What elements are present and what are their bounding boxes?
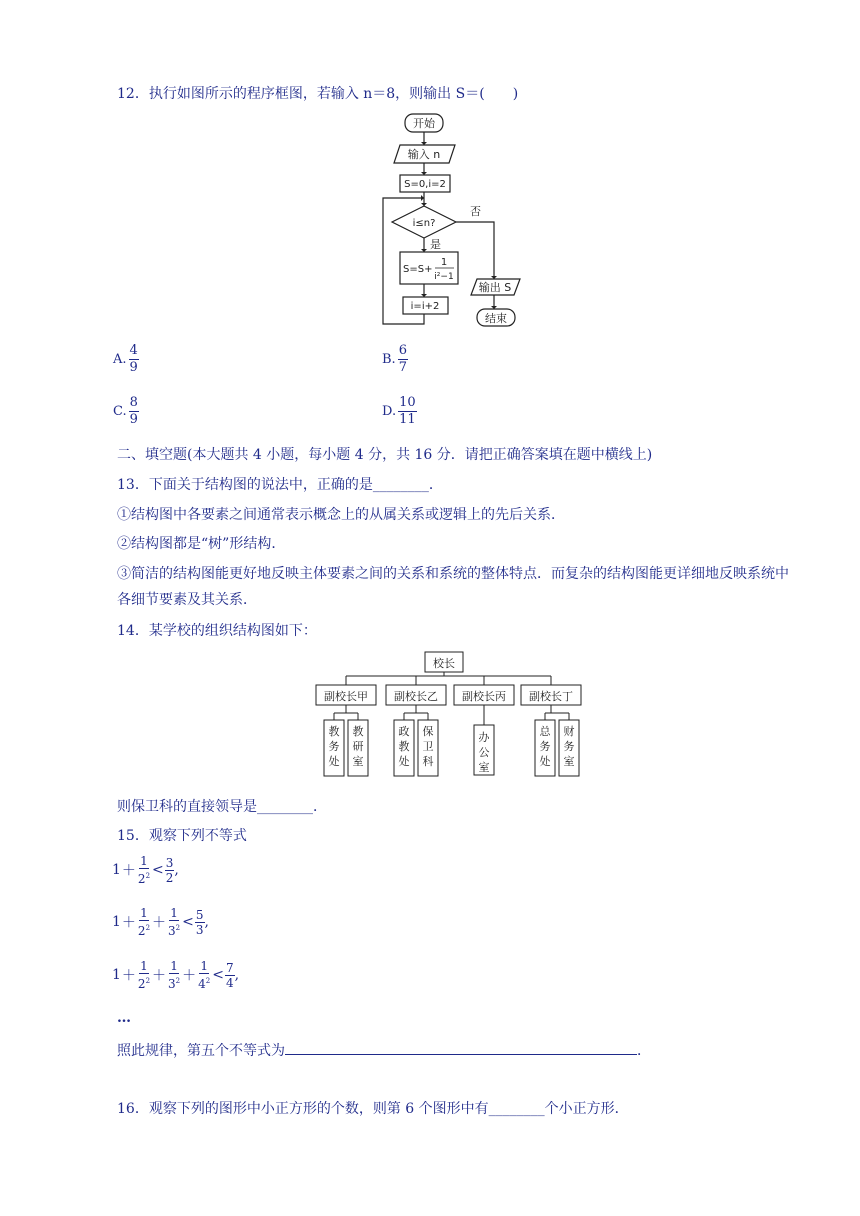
flow-update-s: S=S+ <box>403 264 433 275</box>
q13-stem: 13．下面关于结构图的说法中，正确的是________． <box>117 477 443 493</box>
q15-stem: 15．观察下列不等式 <box>117 828 247 844</box>
q12-stem: 12．执行如图所示的程序框图，若输入 n＝8，则输出 S＝( ) <box>117 86 519 102</box>
option-label: D. <box>382 404 397 419</box>
flow-yes: 是 <box>430 238 441 251</box>
flow-cond: i≤n? <box>412 218 436 229</box>
option-label: C. <box>113 404 127 419</box>
org-vice-3: 副校长丙 <box>462 690 506 703</box>
org-leaf: 保卫科 <box>422 725 434 768</box>
answer-blank[interactable] <box>285 1040 637 1055</box>
inequality-1: 1 ＋ 1 $2^2$ < 3 2 , <box>112 854 179 886</box>
flow-init: S=0,i=2 <box>404 179 446 190</box>
org-root: 校长 <box>433 657 455 670</box>
flow-input: 输入 n <box>407 148 441 161</box>
flow-update-den: i²−1 <box>434 272 454 282</box>
fraction: 1 $2^2$ <box>137 906 151 938</box>
flow-output: 输出 S <box>478 281 512 294</box>
flow-inc: i=i+2 <box>410 301 440 312</box>
org-leaf: 教务处 <box>328 725 340 768</box>
option-label: B. <box>382 352 396 367</box>
option-c[interactable] <box>113 395 139 428</box>
flow-start: 开始 <box>413 117 435 130</box>
fraction: 3 2 <box>165 855 174 885</box>
option-b[interactable] <box>382 343 408 376</box>
fraction: 1 $3^2$ <box>168 906 181 938</box>
fraction: 7 4 <box>225 960 234 990</box>
q16-stem: 16．观察下列的图形中小正方形的个数，则第 6 个图形中有________个小正方形． <box>117 1101 629 1117</box>
option-fraction: $\frac{8}{9}$ <box>129 395 138 427</box>
inequality-3: 1 ＋ 1 $2^2$ ＋ 1 $3^2$ ＋ 1 $4^2$ < 7 4 , <box>112 959 240 991</box>
org-leaf: 教研室 <box>352 725 364 768</box>
org-vice-2: 副校长乙 <box>394 690 438 703</box>
fraction: 5 3 <box>195 907 204 937</box>
option-fraction: $\frac{4}{9}$ <box>129 343 138 375</box>
org-leaf: 总务处 <box>539 725 551 768</box>
q14-question: 则保卫科的直接领导是________． <box>117 799 327 815</box>
org-vice-4: 副校长丁 <box>529 690 573 703</box>
option-label: A. <box>113 352 127 367</box>
inequality-2: 1 ＋ 1 $2^2$ ＋ 1 $3^2$ < 5 3 , <box>112 906 209 938</box>
option-a[interactable] <box>113 343 139 376</box>
org-vice-1: 副校长甲 <box>324 690 368 703</box>
ellipsis: … <box>117 1010 131 1026</box>
org-leaf: 财务室 <box>563 725 575 768</box>
org-leaf: 办公室 <box>478 731 490 774</box>
fraction: 1 $2^2$ <box>137 854 151 886</box>
option-fraction: $\frac{10}{11}$ <box>399 395 416 427</box>
fraction: 1 $2^2$ <box>137 959 151 991</box>
fraction: 1 $3^2$ <box>168 959 181 991</box>
q14-stem: 14．某学校的组织结构图如下： <box>117 623 317 639</box>
q13-statement-1: ①结构图中各要素之间通常表示概念上的从属关系或逻辑上的先后关系． <box>117 507 565 523</box>
option-fraction: $\frac{6}{7}$ <box>398 343 407 375</box>
flow-end: 结束 <box>485 312 507 325</box>
q13-statement-3: ③简洁的结构图能更好地反映主体要素之间的关系和系统的整体特点．而复杂的结构图能更详细地反映系统中各细节要素及其关系． <box>117 566 789 608</box>
q15-question: 照此规律，第五个不等式为 ． <box>117 1040 651 1061</box>
option-d[interactable] <box>382 395 417 428</box>
flow-no: 否 <box>470 205 481 218</box>
flowchart <box>0 100 860 440</box>
section-heading: 二、填空题(本大题共 4 小题，每小题 4 分，共 16 分．请把正确答案填在题中横线上) <box>117 447 653 463</box>
flow-update-num: 1 <box>440 257 448 268</box>
org-chart <box>0 645 860 785</box>
fraction: 1 $4^2$ <box>198 959 211 991</box>
org-leaf: 政教处 <box>398 725 410 768</box>
q13-statement-2: ②结构图都是“树”形结构． <box>117 536 286 552</box>
